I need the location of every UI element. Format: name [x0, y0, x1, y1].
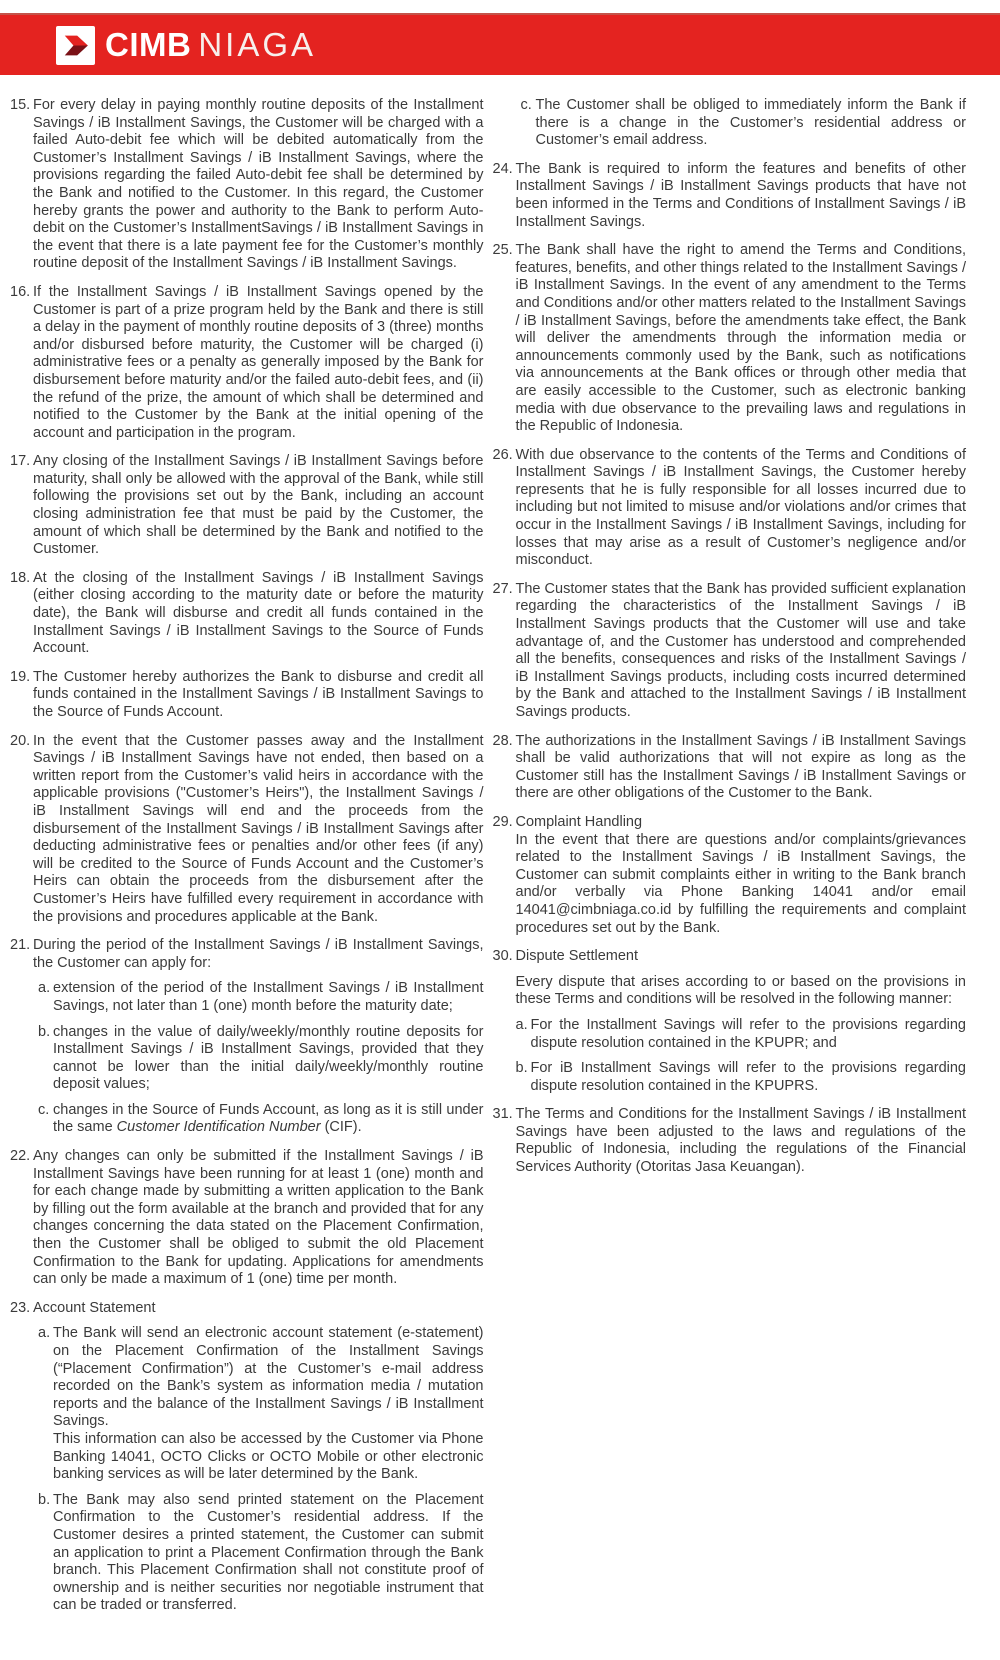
term-item-22	[10, 1148, 484, 1289]
item-text: The Customer states that the Bank has provided sufficient explanation regarding the characteristics of the Installment Savings / iB Installment Savings products that the Customer will use and take advantage of, and the Customer has understood and comprehended all the benefits, consequences and risks of the Installment Savings / iB Installment Savings products, including costs incurred determined by the Bank and attached to the Installment Savings / iB Installment Savings products.	[515, 580, 966, 720]
subitem-text: The Bank may also send printed statement on the Placement Confirmation to the Customer’s residential address. If the Customer desires a printed statement, the Customer can submit an application to print a Placement Confirmation through the Bank branch. This Placement Confirmation shall not constitute proof of ownership and is neither securities nor negotiable instrument that can be traded or transferred.	[53, 1491, 484, 1614]
subitem-paragraph-1: The Bank will send an electronic account statement (e-statement) on the Placement Confirmation of the Installment Savings (“Placement Confirmation”) at the Customer’s e-mail address recorded on the Bank’s system as information media / mutation reports and the balance of the Installment Savings / iB Installment Savings.	[53, 1325, 484, 1430]
item-number: 27.	[492, 580, 513, 597]
term-item-20	[10, 733, 484, 927]
item-text: With due observance to the contents of the Terms and Conditions of Installment Savings / iB Installment Savings, the Customer hereby represents that he is fully responsible for all losses incurred due to including but not limited to misuse and/or violations and/or crimes that occur in the Installment Savings / iB Installment Savings, including for losses that may arise as a result of Customer’s negligence and/or misconduct.	[515, 446, 966, 569]
item-number: 20.	[10, 732, 31, 749]
subitem-paragraph-2: This information can also be accessed by the Customer via Phone Banking 14041, OCTO Clicks or OCTO Mobile or other electronic banking services as will be later determined by the Bank.	[53, 1430, 484, 1483]
subitem-text: For the Installment Savings will refer to the provisions regarding dispute resolution contained in the KPUPR; and	[530, 1016, 966, 1051]
term-subitem-21b	[38, 1024, 484, 1094]
subitem-label: c.	[38, 1101, 50, 1118]
item-number: 29.	[492, 813, 513, 830]
item-text: In the event that the Customer passes away and the Installment Savings / iB Installment Savings have not ended, then based on a written report from the Customer’s valid heirs in accordance with the applicable provisions ("Customer’s Heirs"), the Installment Savings / iB Installment Savings will end and the proceeds from the disbursement of the Installment Savings / iB Installment Savings after deducting administrative fees or penalties and/or other fees (if any) will be credited to the Source of Funds Account and the Customer’s Heirs can obtain the proceeds from the disbursement after the Customer’s Heirs have fulfilled every requirement in accordance with the provisions and procedures applicable at the Bank.	[33, 732, 484, 925]
item-title: Complaint Handling	[515, 813, 643, 830]
term-item-17	[10, 453, 484, 559]
item-number: 24.	[492, 160, 513, 177]
item-title: Dispute Settlement	[515, 948, 639, 965]
item-text: Any closing of the Installment Savings / iB Installment Savings before maturity, shall only be allowed with the approval of the Bank, while still following the provisions set out by the Bank, including an account closing administration fee that must be paid by the Customer, the amount of which shall be determined by the Bank and notified to the Customer.	[33, 453, 484, 558]
subitem-text: changes in the value of daily/weekly/monthly routine deposits for Installment Savings / iB Installment Savings, provided that they cannot be lower than the initial daily/weekly/monthly routine deposit values;	[53, 1023, 484, 1093]
subitem-text: extension of the period of the Installment Savings / iB Installment Savings, not later than 1 (one) month before the maturity date;	[53, 980, 484, 1014]
item-number	[493, 97, 516, 150]
term-subitem-21c	[38, 1102, 484, 1137]
subitem-label: a.	[38, 980, 51, 997]
item-text: The Bank shall have the right to amend the Terms and Conditions, features, benefits, and other things related to the Installment Savings / iB Installment Savings. In the event of any amendment to the Terms and Conditions and/or other matters related to the Installment Savings / iB Installment Savings, before the amendments take effect, the Bank will deliver the amendments through the information media or announcements commonly used by the Bank, such as notifications via announcements at the Bank offices or through other media that are easily accessible to the Customer, such as electronic banking media with due observance to the prevailing laws and regulations in the Republic of Indonesia.	[515, 242, 966, 435]
brand-name-niaga: NIAGA	[198, 26, 317, 63]
item-text: Every dispute that arises according to or based on the provisions in these Terms and conditions will be resolved in the following manner:	[515, 973, 966, 1008]
item-number: 15.	[10, 97, 31, 113]
item-number: 25.	[492, 242, 513, 259]
term-subitem-23a	[38, 1325, 484, 1483]
item-number: 19.	[10, 668, 31, 685]
cimb-niaga-header-banner	[0, 13, 1000, 75]
item-title: Account Statement	[33, 1299, 156, 1316]
subitem-text	[53, 1325, 484, 1483]
term-subitem-30a	[516, 1017, 967, 1052]
term-item-23c	[493, 97, 967, 150]
term-item-23	[10, 1300, 484, 1615]
term-item-19	[10, 669, 484, 722]
term-item-28	[493, 733, 967, 803]
item-text: For every delay in paying monthly routine deposits of the Installment Savings / iB Installment Savings, the Customer will be charged with a failed Auto-debit fee which will be debited automatically from the Customer’s Installment Savings / iB Installment Savings, where the provisions regarding the failed Auto-debit fee shall be determined by the Bank and notified to the Customer. In this regard, the Customer hereby grants the power and authority to the Bank to perform Auto-debit on the Customer’s InstallmentSavings / iB Installment Savings in the event that there is a late payment fee for the Customer’s monthly routine deposit of the Installment Savings / iB Installment Savings.	[33, 97, 484, 272]
term-item-27	[493, 581, 967, 722]
item-number: 28.	[492, 732, 513, 749]
term-subitem-23c	[521, 97, 967, 150]
cimb-niaga-logo	[56, 26, 316, 65]
item-text: If the Installment Savings / iB Installment Savings opened by the Customer is part of a prize program held by the Bank and there is still a delay in the payment of monthly routine deposits of 3 (three) months and/or disbursed before maturity, the Customer will be charged (i) administrative fees or a penalty as generally imposed by the Bank for disbursement before maturity and/or the failed auto-debit fees, and (ii) the refund of the prize, the amount of which shall be determined and notified to the Customer by the Bank at the initial opening of the account and participation in the program.	[33, 283, 484, 441]
term-subitem-30b	[516, 1060, 967, 1095]
term-item-25	[493, 242, 967, 436]
item-text: Any changes can only be submitted if the Installment Savings / iB Installment Savings have been running for at least 1 (one) month and for each change made by submitting a written application to the Bank by filling out the form available at the branch and provided that for any changes concerning the data stated on the Placement Confirmation, then the Customer shall be obliged to submit the old Placement Confirmation to the Bank for updating. Applications for amendments can only be made a maximum of 1 (one) time per month.	[33, 1148, 484, 1288]
item-number: 23.	[10, 1299, 31, 1316]
term-item-16	[10, 284, 484, 442]
cimb-arrow-icon	[56, 26, 95, 65]
subitem-text-pre: changes in the Source of Funds Account, as long as it is still under the same	[53, 1101, 484, 1136]
item-text: The authorizations in the Installment Savings / iB Installment Savings shall be valid authorizations that will not expire as long as the Customer still has the Installment Savings / iB Installment Savings or there are other obligations of the Customer to the Bank.	[515, 732, 966, 802]
item-number: 30.	[492, 948, 513, 965]
terms-left-column	[10, 97, 484, 1626]
item-number: 22.	[10, 1148, 31, 1165]
terms-and-conditions-body	[0, 75, 1000, 1626]
item-number: 18.	[10, 569, 31, 586]
item-text: The Customer hereby authorizes the Bank to disburse and credit all funds contained in the Installment Savings / iB Installment Savings to the Source of Funds Account.	[33, 668, 484, 720]
subitem-text: For iB Installment Savings will refer to the provisions regarding dispute resolution contained in the KPUPRS.	[530, 1060, 966, 1094]
subitem-text-italic: Customer Identification Number	[116, 1119, 321, 1136]
subitem-text	[53, 1102, 484, 1137]
item-number: 31.	[492, 1106, 513, 1123]
terms-right-column	[493, 97, 967, 1626]
subitem-label: a.	[38, 1325, 51, 1342]
term-subitem-23b	[38, 1492, 484, 1615]
item-number: 26.	[492, 446, 513, 463]
subitem-label: a.	[515, 1016, 528, 1033]
term-subitem-21a	[38, 980, 484, 1015]
item-text: At the closing of the Installment Savings / iB Installment Savings (either closing according to the maturity date or before the maturity date), the Bank will disburse and credit all funds contained in the Installment Savings / iB Installment Savings to the Source of Funds Account.	[33, 569, 484, 657]
item-text: The Bank is required to inform the features and benefits of other Installment Savings / iB Installment Savings products that have not been informed in the Terms and Conditions of Installment Savings / iB Installment Savings.	[515, 160, 966, 230]
term-item-21	[10, 937, 484, 1137]
subitem-label: b.	[38, 1491, 51, 1508]
term-item-18	[10, 570, 484, 658]
subitem-label: b.	[38, 1023, 51, 1040]
brand-name-cimb: CIMB	[105, 26, 192, 63]
subitem-label: b.	[515, 1060, 528, 1077]
term-item-24	[493, 161, 967, 231]
subitem-text-post: (CIF).	[320, 1119, 362, 1136]
term-item-26	[493, 447, 967, 570]
term-item-30	[493, 948, 967, 1095]
subitem-text: The Customer shall be obliged to immediately inform the Bank if there is a change in the Customer’s residential address or Customer’s email address.	[535, 97, 966, 149]
item-text: In the event that there are questions and/or complaints/grievances related to the Installment Savings / iB Installment Savings, the Customer can submit complaints either in writing to the Bank branch and/or verbally via Phone Banking 14041 and/or email 14041@cimbniaga.co.id by fulfilling the requirements and complaint procedures set out by the Bank.	[515, 831, 966, 936]
term-item-29	[493, 814, 967, 937]
term-item-15	[10, 97, 484, 273]
subitem-label: c.	[520, 97, 532, 113]
item-number: 17.	[10, 453, 31, 470]
item-text: The Terms and Conditions for the Installment Savings / iB Installment Savings have been adjusted to the laws and regulations of the Republic of Indonesia, including the regulations of the Financial Services Authority (Otoritas Jasa Keuangan).	[515, 1106, 966, 1176]
term-item-31	[493, 1106, 967, 1176]
item-number: 16.	[10, 283, 31, 300]
item-number: 21.	[10, 937, 31, 954]
item-text: During the period of the Installment Savings / iB Installment Savings, the Customer can apply for:	[33, 937, 484, 971]
